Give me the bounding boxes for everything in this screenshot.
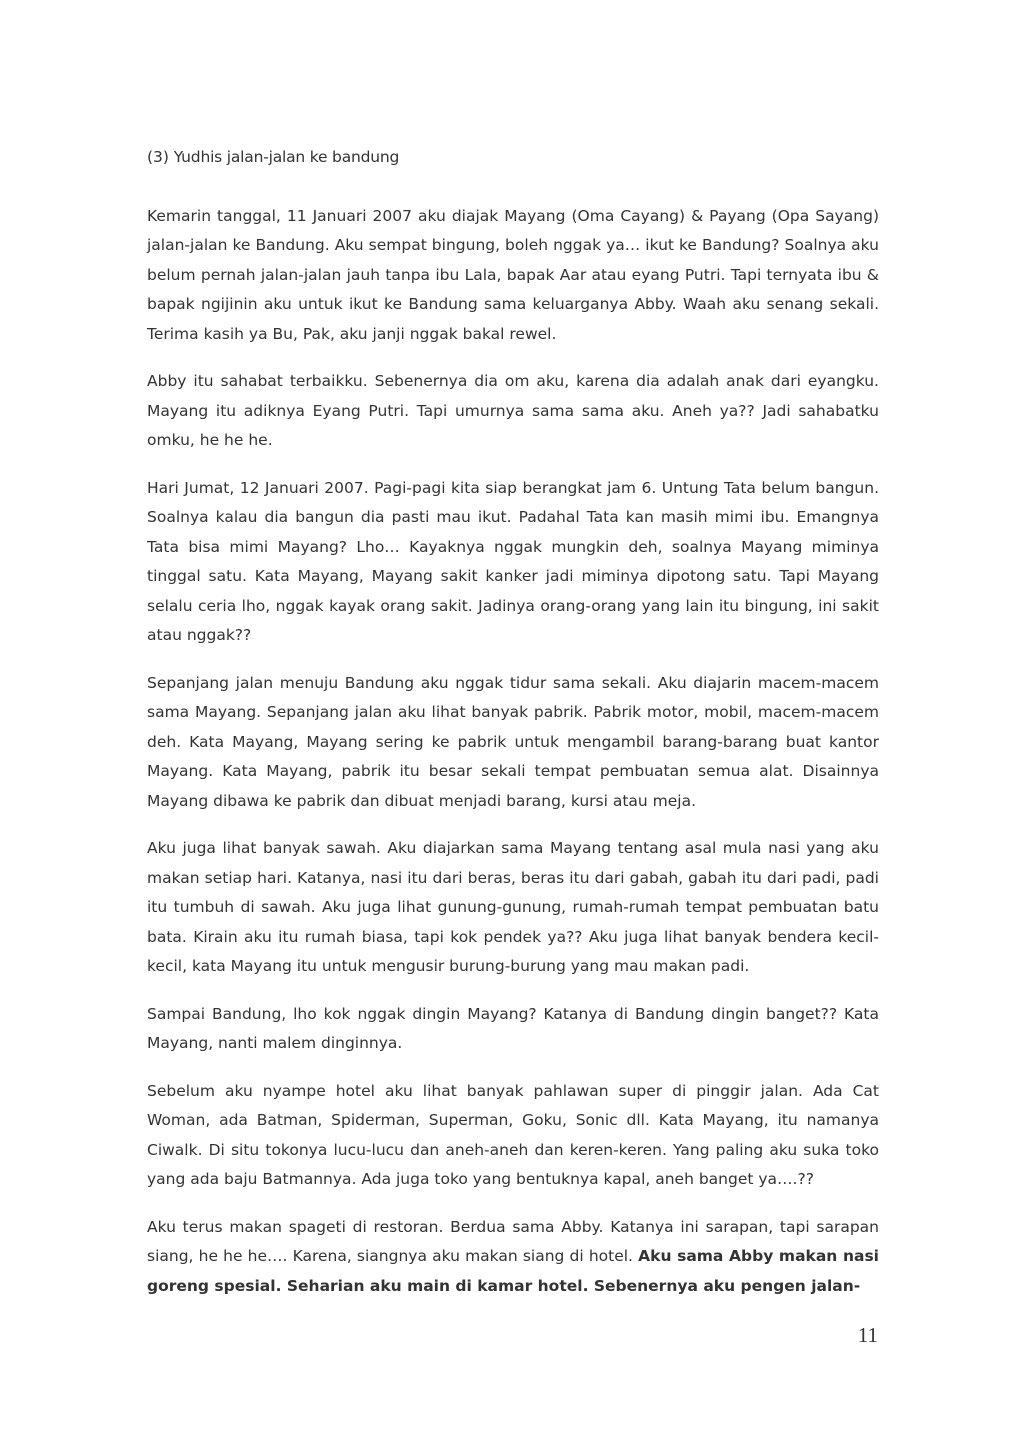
paragraph-7: Sebelum aku nyampe hotel aku lihat banyak pahlawan super di pinggir jalan. Ada Cat Woman, ada Batman, Spiderman, Superman, Goku, Sonic dll. Kata Mayang, itu namanya Ciwalk. Di situ tokonya lucu-lucu dan aneh-aneh dan keren-keren. Yang paling aku suka toko yang ada baju Batmannya. Ada juga toko yang bentuknya kapal, aneh banget ya….?? [147, 1081, 879, 1188]
paragraph-6: Sampai Bandung, lho kok nggak dingin Mayang? Katanya di Bandung dingin banget?? Kata Mayang, nanti malem dinginnya. [147, 1004, 879, 1052]
paragraph-8-bold-text: Aku sama Abby makan nasi goreng spesial. Seharian aku main di kamar hotel. Sebenernya aku pengen jalan- [147, 1247, 879, 1295]
section-title: Yudhis jalan-jalan ke bandung [168, 148, 400, 166]
paragraph-2: Abby itu sahabat terbaikku. Sebenernya dia om aku, karena dia adalah anak dari eyangku. Mayang itu adiknya Eyang Putri. Tapi umurnya sama sama aku. Aneh ya?? Jadi sahabatku omku, he he he. [147, 372, 879, 449]
document-body [147, 143, 879, 1319]
section-number: (3) [147, 148, 169, 166]
paragraph-5: Aku juga lihat banyak sawah. Aku diajarkan sama Mayang tentang asal mula nasi yang aku makan setiap hari. Katanya, nasi itu dari beras, beras itu dari gabah, gabah itu dari padi, padi itu tumbuh di sawah. Aku juga lihat gunung-gunung, rumah-rumah tempat pembuatan batu bata. Kirain aku itu rumah biasa, tapi kok pendek ya?? Aku juga lihat banyak bendera kecil-kecil, kata Mayang itu untuk mengusir burung-burung yang mau makan padi. [147, 839, 879, 975]
page-number: 11 [857, 1323, 878, 1347]
paragraph-8-text: Aku terus makan spageti di restoran. Berdua sama Abby. Katanya ini sarapan, tapi sarapan siang, he he he…. Karena, siangnya aku makan siang di hotel. [147, 1217, 879, 1265]
section-heading [147, 143, 879, 173]
paragraph-3: Hari Jumat, 12 Januari 2007. Pagi-pagi kita siap berangkat jam 6. Untung Tata belum bangun. Soalnya kalau dia bangun dia pasti mau ikut. Padahal Tata kan masih mimi ibu. Emangnya Tata bisa mimi Mayang? Lho… Kayaknya nggak mungkin deh, soalnya Mayang miminya tinggal satu. Kata Mayang, Mayang sakit kanker jadi miminya dipotong satu. Tapi Mayang selalu ceria lho, nggak kayak orang sakit. Jadinya orang-orang yang lain itu bingung, ini sakit atau nggak?? [147, 478, 879, 644]
paragraph-1: Kemarin tanggal, 11 Januari 2007 aku diajak Mayang (Oma Cayang) & Payang (Opa Sayang) jalan-jalan ke Bandung. Aku sempat bingung, boleh nggak ya… ikut ke Bandung? Soalnya aku belum pernah jalan-jalan jauh tanpa ibu Lala, bapak Aar atau eyang Putri. Tapi ternyata ibu & bapak ngijinin aku untuk ikut ke Bandung sama keluarganya Abby. Waah aku senang sekali. Terima kasih ya Bu, Pak, aku janji nggak bakal rewel. [147, 206, 879, 343]
paragraph-4: Sepanjang jalan menuju Bandung aku nggak tidur sama sekali. Aku diajarin macem-macem sama Mayang. Sepanjang jalan aku lihat banyak pabrik. Pabrik motor, mobil, macem-macem deh. Kata Mayang, Mayang sering ke pabrik untuk mengambil barang-barang buat kantor Mayang. Kata Mayang, pabrik itu besar sekali tempat pembuatan semua alat. Disainnya Mayang dibawa ke pabrik dan dibuat menjadi barang, kursi atau meja. [147, 673, 879, 810]
paragraph-8 [147, 1213, 879, 1302]
